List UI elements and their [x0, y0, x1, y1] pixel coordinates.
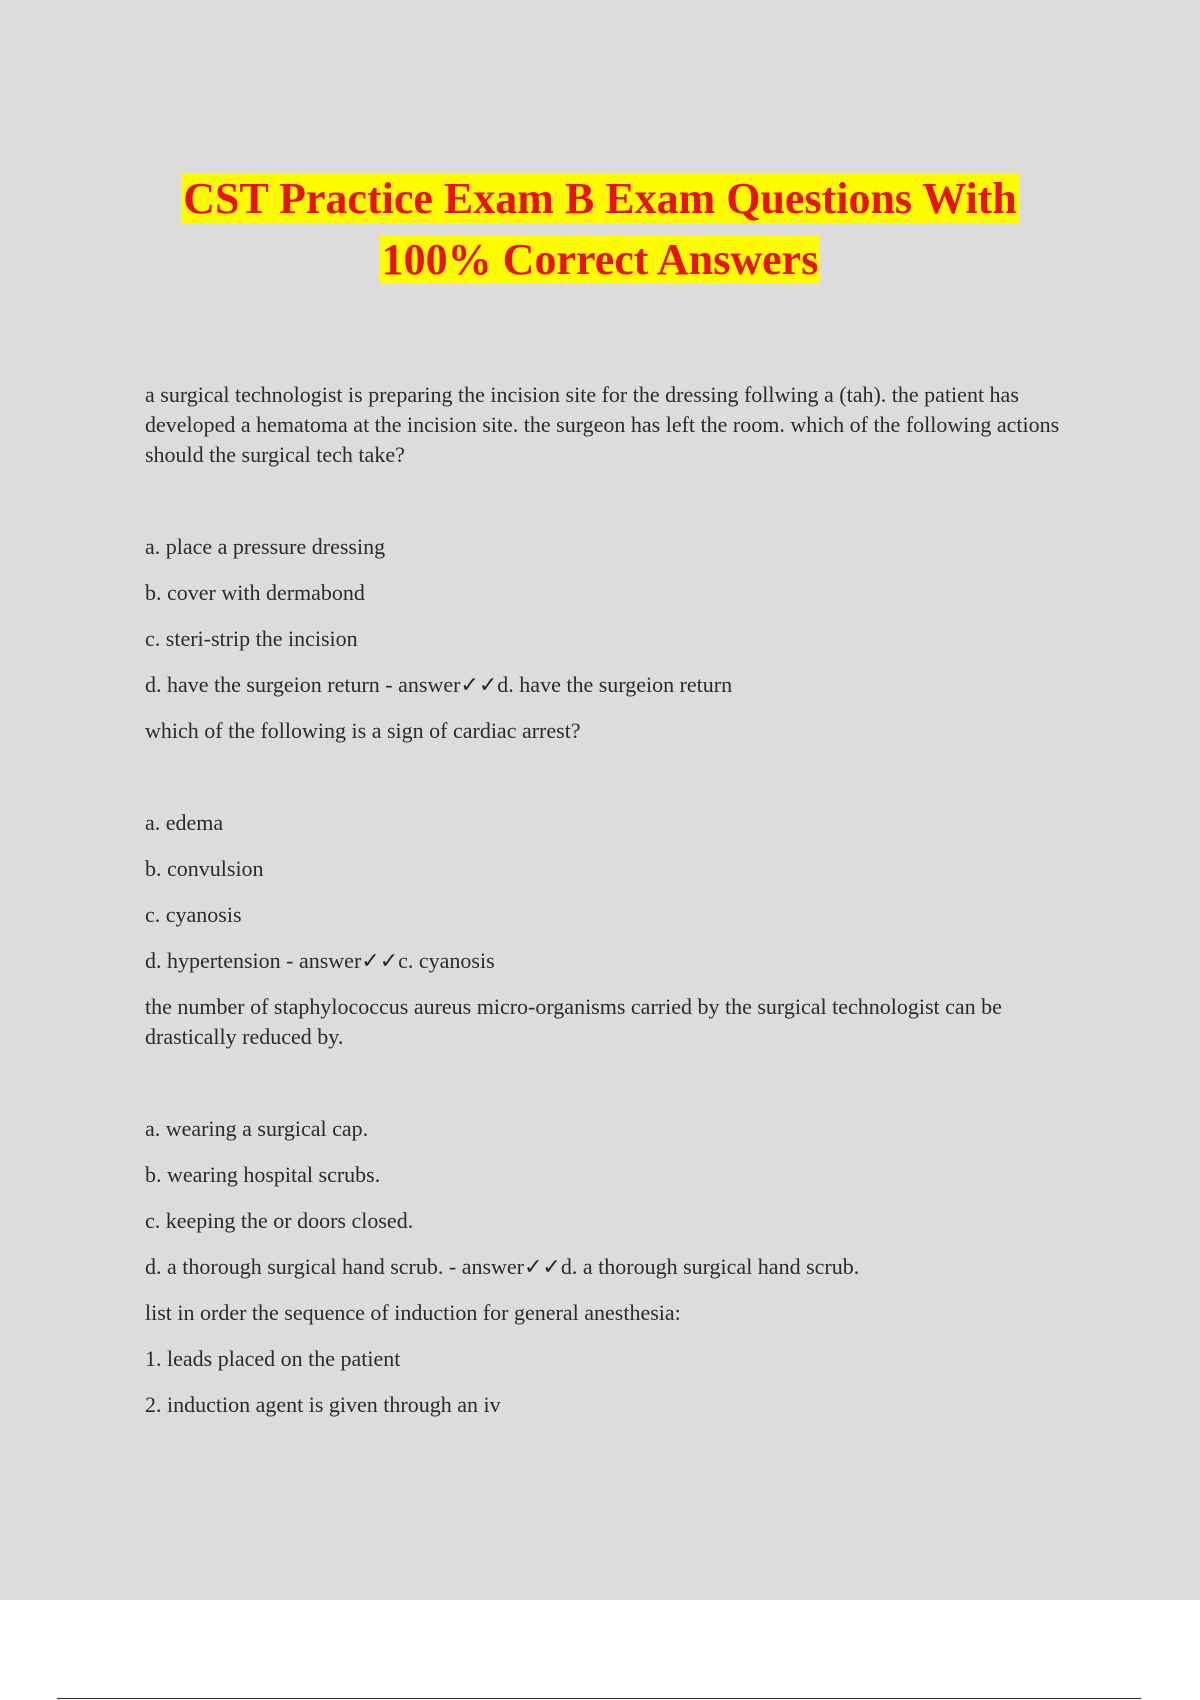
answer-option: a. wearing a surgical cap.: [145, 1116, 369, 1141]
numbered-list-item: 1. leads placed on the patient: [145, 1346, 401, 1371]
question-text: list in order the sequence of induction for general anesthesia:: [145, 1300, 681, 1325]
answer-option: a. place a pressure dressing: [145, 534, 386, 559]
numbered-list-item: 2. induction agent is given through an iv: [145, 1392, 501, 1417]
title-line-1: CST Practice Exam B Exam Questions With: [183, 174, 1017, 223]
question-text: the number of staphylococcus aureus micro-organisms carried by the surgical technologist can be drastically reduced by.: [145, 994, 1002, 1049]
title-line-2: 100% Correct Answers: [381, 235, 819, 284]
question-text: a surgical technologist is preparing the incision site for the dressing follwing a (tah). the patient has developed a hematoma at the incision site. the surgeon has left the room. which of the following actions should the surgical tech take?: [145, 382, 1060, 467]
answer-option: c. keeping the or doors closed.: [145, 1208, 414, 1233]
answer-option: c. steri-strip the incision: [145, 626, 358, 651]
answer-option-with-answer: d. have the surgeion return - answer✓✓d. have the surgeion return: [145, 672, 733, 697]
footer-divider: [57, 1698, 1141, 1699]
answer-option: a. edema: [145, 810, 224, 835]
answer-option: b. cover with dermabond: [145, 580, 365, 605]
question-text: which of the following is a sign of cardiac arrest?: [145, 718, 581, 743]
answer-option: b. wearing hospital scrubs.: [145, 1162, 381, 1187]
document-body: [145, 380, 1095, 1436]
document-title: [0, 168, 1200, 290]
answer-option-with-answer: d. a thorough surgical hand scrub. - answer✓✓d. a thorough surgical hand scrub.: [145, 1254, 860, 1279]
answer-option: b. convulsion: [145, 856, 264, 881]
answer-option: c. cyanosis: [145, 902, 242, 927]
answer-option-with-answer: d. hypertension - answer✓✓c. cyanosis: [145, 948, 495, 973]
